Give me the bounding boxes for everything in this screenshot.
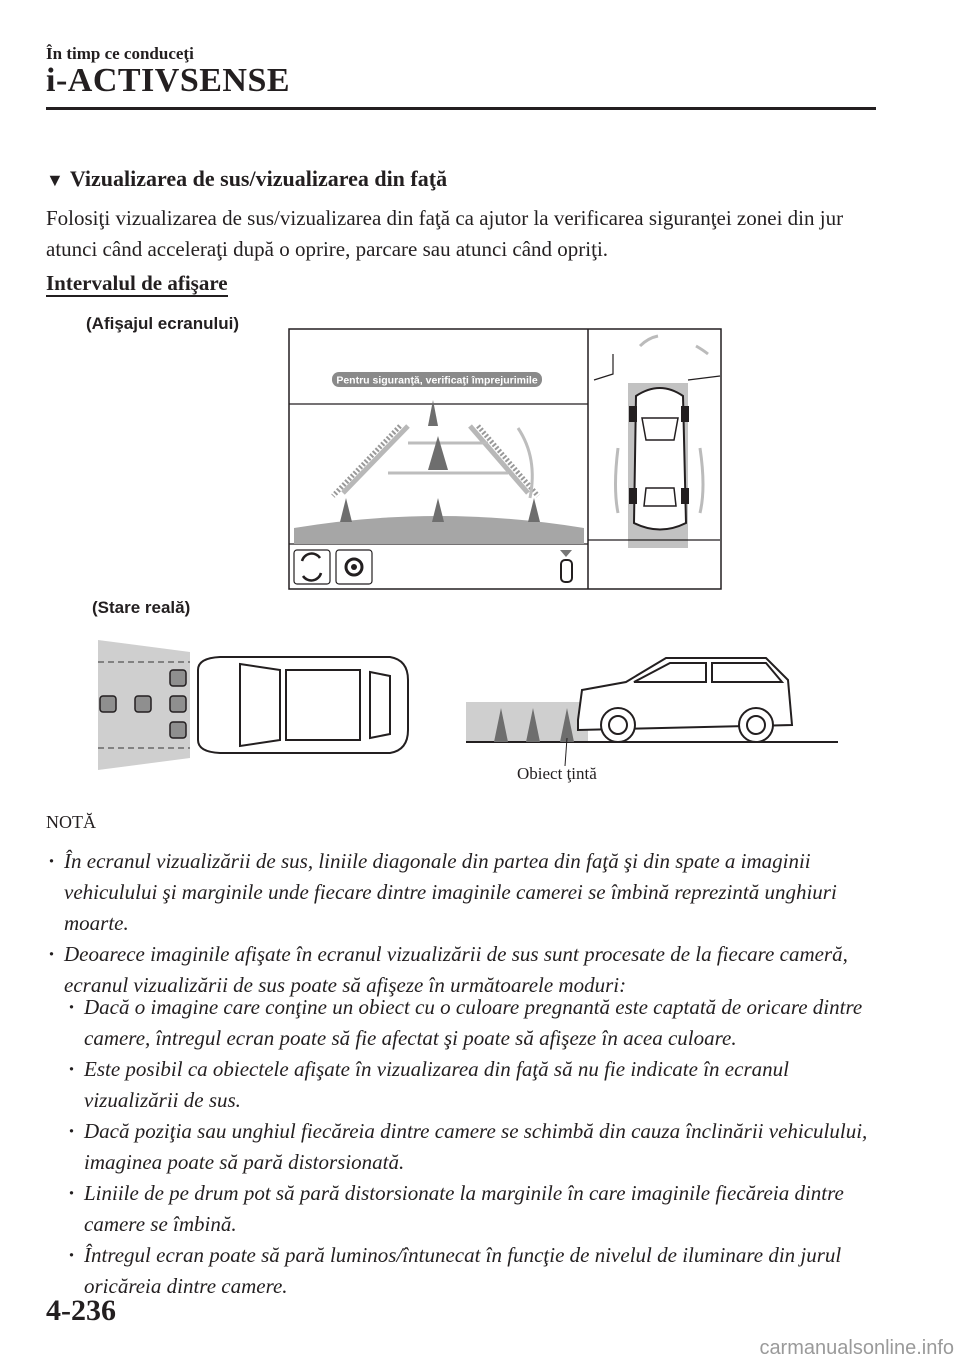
screen-display-illustration xyxy=(288,328,722,590)
target-object-caption: Obiect ţintă xyxy=(517,764,597,783)
screen-banner-text: Pentru siguranţă, verificaţi împrejurimile xyxy=(336,374,538,387)
top-view-vehicle xyxy=(198,657,408,753)
note-list xyxy=(46,846,876,1001)
list-item: · În ecranul vizualizării de sus, liniile diagonale din partea din faţă şi din spate a imaginii vehiculului şi marginile unde fiecare dintre imaginile camerei se îmbină reprezintă unghiuri moarte. xyxy=(46,846,876,939)
real-side-view-illustration xyxy=(466,650,840,778)
list-item: · Este posibil ca obiectele afişate în vizualizarea din faţă să nu fie indicate în ecranul vizualizării de sus. xyxy=(66,1054,876,1116)
page-number: 4-236 xyxy=(46,1294,116,1327)
subsection-heading xyxy=(46,166,447,192)
list-item: · Întregul ecran poate să pară luminos/întunecat în funcţie de nivelul de iluminare din jurul oricăreia dintre camere. xyxy=(66,1240,876,1302)
intro-paragraph: Folosiţi vizualizarea de sus/vizualizarea din faţă ca ajutor la verificarea siguranţei zonei din jur atunci când acceleraţi după o oprire, parcare sau atunci când opriţi. xyxy=(46,206,844,261)
screen-figure-label: (Afişajul ecranului) xyxy=(86,314,240,333)
real-figure-label: (Stare reală) xyxy=(92,598,191,617)
list-item: · Liniile de pe drum pot să pară distorsionate la marginile în care imaginile fiecăreia dintre camere se îmbină. xyxy=(66,1178,876,1240)
header-rule xyxy=(46,107,876,110)
note-sublist xyxy=(66,992,876,1302)
display-range-heading: Intervalul de afişare xyxy=(46,271,228,295)
real-top-view-illustration xyxy=(90,630,420,780)
watermark: carmanualsonline.info xyxy=(759,1337,954,1359)
note-title: NOTĂ xyxy=(46,812,96,832)
list-item: · Dacă o imagine care conţine un obiect cu o culoare pregnantă este captată de oricare dintre camere, întregul ecran poate să fie afectat şi poate să afişeze în acea culoare. xyxy=(66,992,876,1054)
side-view-vehicle xyxy=(578,658,792,742)
camera-switch-button xyxy=(294,550,330,584)
chapter-label: În timp ce conduceţi xyxy=(46,44,194,63)
list-item: · Deoarece imaginile afişate în ecranul vizualizării de sus sunt procesate de la fiecare cameră, ecranul vizualizării de sus poate să afişeze în următoarele moduri: xyxy=(46,939,876,1001)
subsection-title: Vizualizarea de sus/vizualizarea din faţă xyxy=(69,166,448,191)
section-title: i-ACTIVSENSE xyxy=(46,62,291,99)
list-item: · Dacă poziţia sau unghiul fiecăreia dintre camere se schimbă din cauza înclinării vehiculului, imaginea poate să pară distorsionată. xyxy=(66,1116,876,1178)
triangle-bullet-icon: ▼ xyxy=(46,170,64,190)
